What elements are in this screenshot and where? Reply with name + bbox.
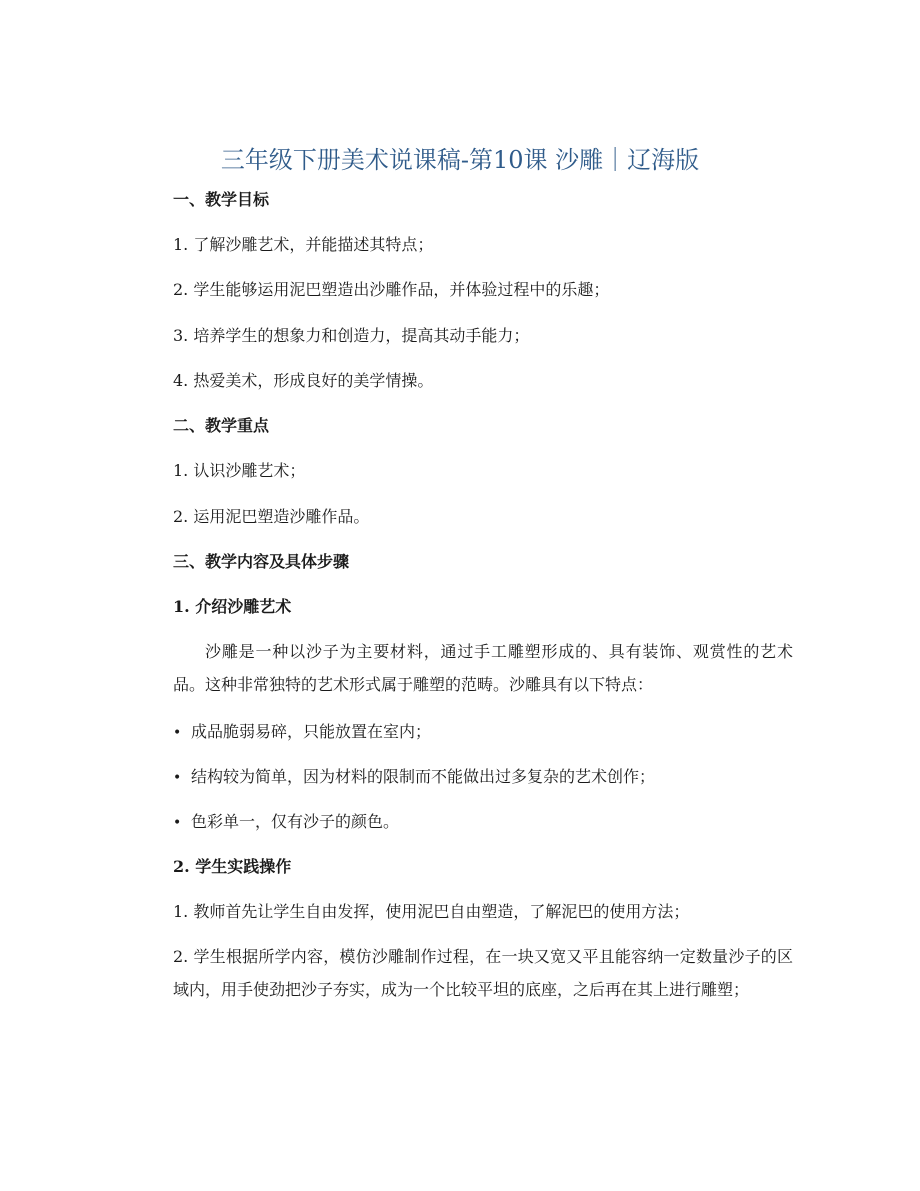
bullet-item (173, 810, 793, 835)
list-item: 2. 学生根据所学内容，模仿沙雕制作过程，在一块又宽又平且能容纳一定数量沙子的区域内，用手使劲把沙子夯实，成为一个比较平坦的底座，之后再在其上进行雕塑； (173, 947, 793, 999)
list-item: 1. 教师首先让学生自由发挥，使用泥巴自由塑造，了解泥巴的使用方法； (173, 902, 690, 921)
section-heading-key-points: 二、教学重点 (173, 416, 270, 435)
list-item: 1. 认识沙雕艺术； (173, 461, 306, 480)
list-item: 3. 培养学生的想象力和创造力，提高其动手能力； (173, 326, 530, 345)
bullet-icon: • (173, 815, 182, 831)
subsection-heading-intro: 1. 介绍沙雕艺术 (173, 597, 292, 616)
section-heading-objectives: 一、教学目标 (173, 190, 270, 209)
bullet-text: 结构较为简单，因为材料的限制而不能做出过多复杂的艺术创作； (191, 767, 656, 786)
bullet-text: 色彩单一，仅有沙子的颜色。 (191, 812, 400, 831)
list-item: 2. 运用泥巴塑造沙雕作品。 (173, 507, 370, 526)
bullet-text: 成品脆弱易碎，只能放置在室内； (191, 722, 432, 741)
bullet-icon: • (173, 770, 182, 786)
list-item: 4. 热爱美术，形成良好的美学情操。 (173, 371, 434, 390)
subsection-heading-practice: 2. 学生实践操作 (173, 857, 292, 876)
list-item: 2. 学生能够运用泥巴塑造出沙雕作品，并体验过程中的乐趣； (173, 280, 610, 299)
bullet-icon: • (173, 725, 182, 741)
bullet-item (173, 720, 793, 745)
bullet-item (173, 765, 793, 790)
list-item: 1. 了解沙雕艺术，并能描述其特点； (173, 235, 434, 254)
intro-paragraph: 沙雕是一种以沙子为主要材料，通过手工雕塑形成的、具有装饰、观赏性的艺术品。这种非常独特的艺术形式属于雕塑的范畴。沙雕具有以下特点： (173, 642, 793, 694)
document-title: 三年级下册美术说课稿-第10课 沙雕｜辽海版 (220, 146, 700, 174)
section-heading-content-steps: 三、教学内容及具体步骤 (173, 552, 350, 571)
